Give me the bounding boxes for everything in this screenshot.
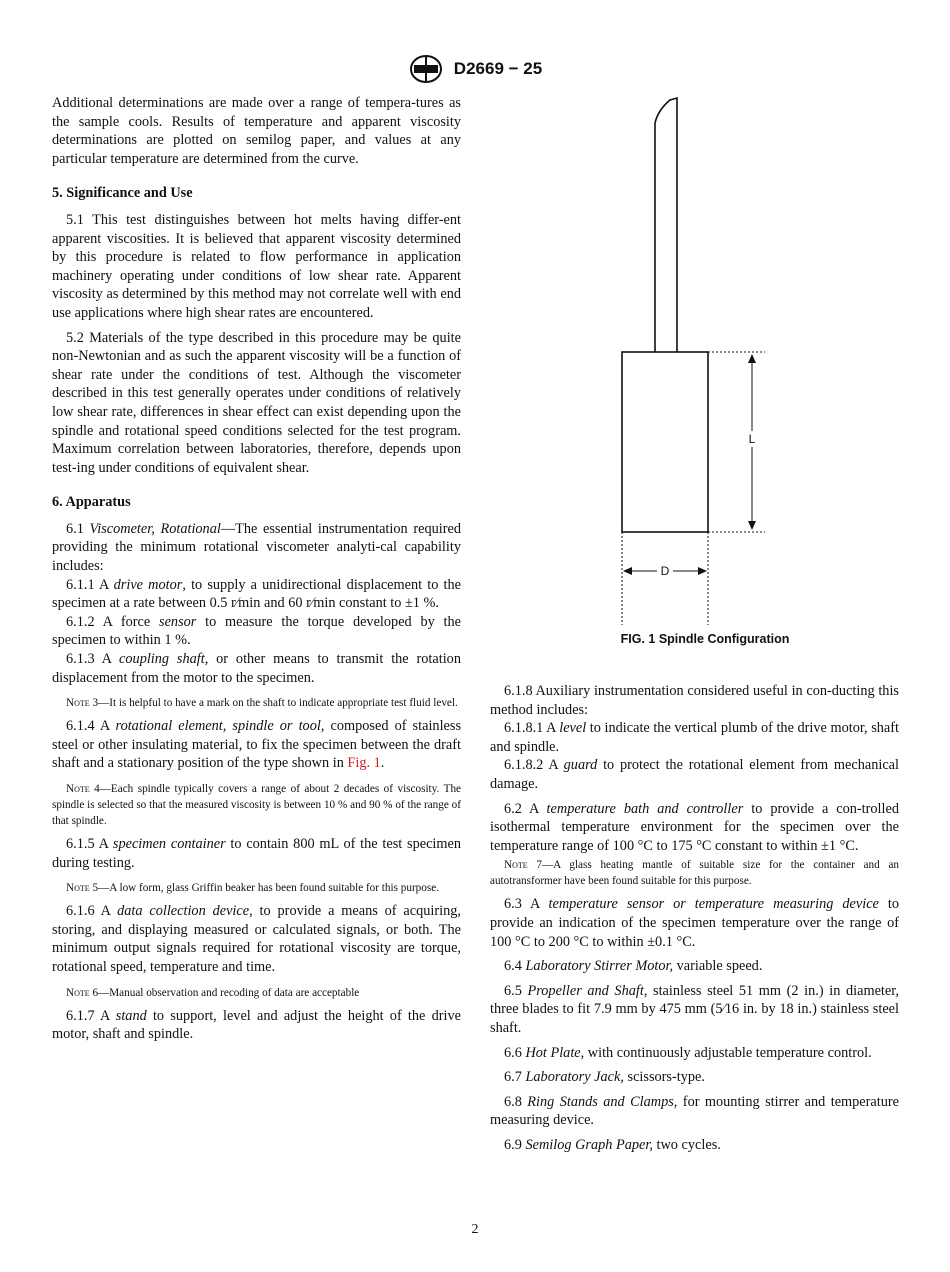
section-5-title: 5. Significance and Use bbox=[52, 185, 193, 202]
paragraph-5-2: 5.2 Materials of the type described in this procedure may be quite non-Newtonian and as such the apparent viscosity will be a function of shear rate under the conditions of test. Although the viscometer described in this test generally operates under conditions of relatively low shear rate, differences in shear effect can exist depending upon the spindle and rotational speed conditions selected for the test program. Maximum correlation between laboratories, therefore, depends upon test-ing under conditions of equivalent shear. bbox=[52, 329, 461, 476]
intro-paragraph: Additional determinations are made over a range of tempera-tures as the sample cools. Results of temperature and apparent viscosity determinations are plotted on semilog paper, and values at any particular temperature are determined from the curve. bbox=[52, 95, 461, 167]
paragraph-6-1-6: 6.1.6 A data collection device, to provide a means of acquiring, storing, and displaying measured or calculated signals, or both. The minimum output signals required for rotational viscosity are torque, rotational speed, temperature and time. bbox=[52, 903, 461, 975]
paragraph-6-1-3: 6.1.3 A coupling shaft, or other means to transmit the rotation displacement from the motor to the specimen. bbox=[52, 651, 461, 686]
astm-logo-icon bbox=[408, 54, 444, 84]
paragraph-6-1-8-2: 6.1.8.2 A guard to protect the rotational element from mechanical damage. bbox=[490, 757, 899, 792]
paragraph-5-1: 5.1 This test distinguishes between hot melts having differ-ent apparent viscosities. It is believed that apparent viscosity determined by this procedure is related to flow performance in application machinery operating under conditions of low shear rate. Apparent viscosity as determined by this method may not correlate well with end use applications where high shear rates are encountered. bbox=[52, 211, 461, 321]
paragraph-6-1-5: 6.1.5 A specimen container to contain 800 mL of the test specimen during testing. bbox=[52, 836, 461, 871]
note-5: Note 5—A low form, glass Griffin beaker has been found suitable for this purpose. bbox=[66, 882, 439, 895]
paragraph-6-1-8: 6.1.8 Auxiliary instrumentation considered useful in con-ducting this method includes: bbox=[490, 683, 899, 718]
page-number: 2 bbox=[471, 1222, 479, 1237]
paragraph-6-1-2: 6.1.2 A force sensor to measure the torque developed by the specimen to within 1 %. bbox=[52, 613, 461, 649]
figure-caption: FIG. 1 Spindle Configuration bbox=[620, 632, 790, 646]
paragraph-6-4: 6.4 Laboratory Stirrer Motor, variable speed. bbox=[504, 958, 763, 975]
spindle-figure bbox=[600, 95, 800, 578]
spindle-shaft bbox=[655, 98, 677, 352]
paragraph-6-2: 6.2 A temperature bath and controller to provide a con-trolled isothermal temperature environment for the specimen over the temperature range of 100 °C to 175 °C constant to within ±1 °C. bbox=[490, 800, 899, 854]
paragraph-6-1-4: 6.1.4 A rotational element, spindle or tool, composed of stainless steel or other insulating material, to fix the specimen between the draft shaft and a stationary position of the type shown in Fig. 1. bbox=[52, 718, 462, 772]
note-4: Note 4—Each spindle typically covers a range of about 2 decades of viscosity. The spindle is selected so that the measured viscosity is between 10 % and 90 % of the range of that spindle. bbox=[52, 783, 461, 827]
left-column bbox=[52, 94, 461, 1044]
dimension-l-label: L bbox=[748, 432, 756, 446]
paragraph-6-1-7: 6.1.7 A stand to support, level and adjust the height of the drive motor, shaft and spindle. bbox=[52, 1007, 461, 1043]
paragraph-6-5: 6.5 Propeller and Shaft, stainless steel 51 mm (2 in.) in diameter, three blades to fit 7.9 mm by 475 mm (5⁄16 in. by 18 in.) stainless steel shaft. bbox=[490, 982, 900, 1036]
note-7: Note 7—A glass heating mantle of suitable size for the container and an autotransformer have been found suitable for this purpose. bbox=[490, 859, 899, 888]
paragraph-6-1-8-1: 6.1.8.1 A level to indicate the vertical plumb of the drive motor, shaft and spindle. bbox=[490, 720, 899, 755]
spindle-body bbox=[622, 352, 708, 532]
paragraph-6-8: 6.8 Ring Stands and Clamps, for mounting stirrer and temperature measuring device. bbox=[490, 1093, 899, 1129]
dimension-d-label: D bbox=[660, 564, 670, 578]
note-6: Note 6—Manual observation and recoding of data are acceptable bbox=[66, 986, 360, 999]
page-header bbox=[0, 54, 950, 84]
paragraph-6-1: 6.1 Viscometer, Rotational—The essential instrumentation required providing the minimum rotational viscometer analyti-cal capability includes: bbox=[52, 520, 461, 575]
paragraph-6-1-1: 6.1.1 A drive motor, to supply a unidirectional displacement to the specimen at a rate between 0.5 r⁄min and 60 r⁄min constant to ±1 %. bbox=[52, 576, 461, 612]
note-3: Note 3—It is helpful to have a mark on the shaft to indicate appropriate test fluid level. bbox=[66, 697, 458, 710]
paragraph-6-7: 6.7 Laboratory Jack, scissors-type. bbox=[504, 1069, 705, 1086]
section-6-title: 6. Apparatus bbox=[52, 494, 131, 511]
paragraph-6-3: 6.3 A temperature sensor or temperature measuring device to provide an indication of the specimen temperature over the range of 100 °C to 200 °C to within ±0.1 °C. bbox=[490, 896, 899, 950]
right-column bbox=[490, 682, 899, 1154]
fig-1-link[interactable]: Fig. 1 bbox=[347, 755, 381, 772]
paragraph-6-9: 6.9 Semilog Graph Paper, two cycles. bbox=[504, 1136, 721, 1153]
paragraph-6-6: 6.6 Hot Plate, with continuously adjustable temperature control. bbox=[504, 1044, 872, 1061]
standard-designation: D2669 − 25 bbox=[453, 59, 543, 78]
